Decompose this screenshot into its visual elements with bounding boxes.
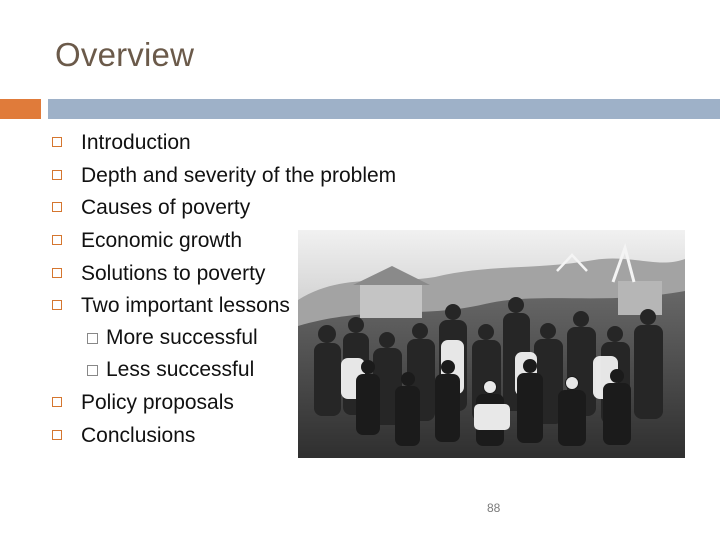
square-bullet-icon [52,170,62,180]
page-number: 88 [487,501,501,515]
square-bullet-icon [52,430,62,440]
agenda-item-label: Solutions to poverty [81,262,266,285]
slide-title: Overview [55,36,195,73]
agenda-item-label: Causes of poverty [81,196,251,219]
agenda-item-label: Conclusions [81,424,196,447]
square-sub-bullet-icon [87,365,98,376]
square-bullet-icon [52,268,62,278]
square-bullet-icon [52,300,62,310]
square-sub-bullet-icon [87,333,98,344]
agenda-item-label: Depth and severity of the problem [81,164,397,187]
square-bullet-icon [52,137,62,147]
agenda-item-label: Economic growth [81,229,243,252]
agenda-item-label: Introduction [81,131,191,154]
square-bullet-icon [52,397,62,407]
agenda-item-label: Policy proposals [81,391,234,414]
agenda-item-label: Two important lessons [81,294,290,317]
agenda-subitem-label: Less successful [106,358,255,381]
square-bullet-icon [52,235,62,245]
square-bullet-icon [52,202,62,212]
agenda-subitem-label: More successful [106,326,258,349]
